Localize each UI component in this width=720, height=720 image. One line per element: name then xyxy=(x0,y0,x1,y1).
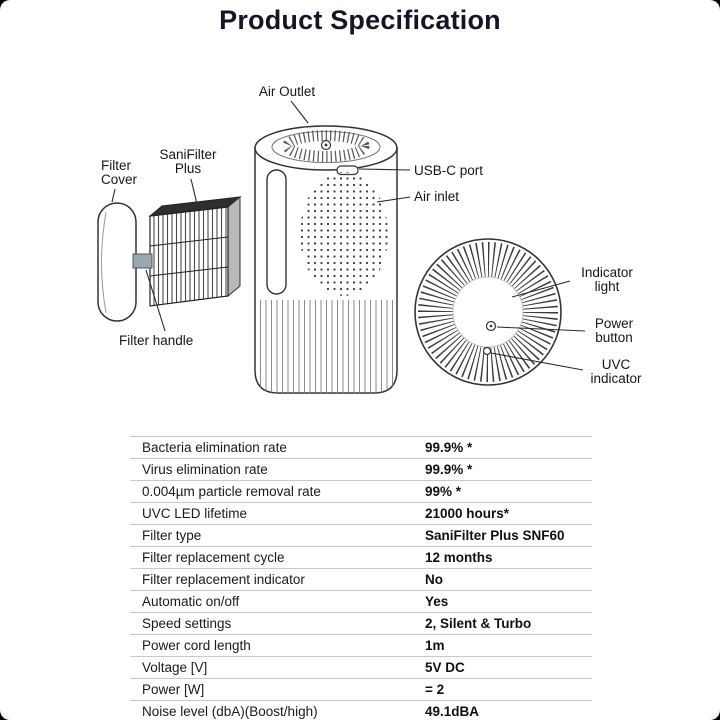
spec-label: 0.004µm particle removal rate xyxy=(142,484,321,499)
spec-value: 1m xyxy=(425,638,445,653)
label-air-outlet: Air Outlet xyxy=(258,84,316,99)
spec-label: Automatic on/off xyxy=(142,594,240,609)
spec-value: 49.1dBA xyxy=(425,704,480,719)
spec-row xyxy=(130,590,592,612)
page-title: Product Specification xyxy=(219,5,501,35)
spec-row xyxy=(130,568,592,590)
label-filter-cover-1: Filter xyxy=(101,158,131,173)
uvc-indicator-shape xyxy=(484,348,491,355)
label-usb-c-port: USB-C port xyxy=(414,163,484,178)
spec-value: SaniFilter Plus SNF60 xyxy=(425,528,565,543)
spec-row xyxy=(130,546,592,568)
spec-table xyxy=(130,436,592,720)
spec-row xyxy=(130,436,592,458)
spec-label: Virus elimination rate xyxy=(142,462,268,477)
spec-row xyxy=(130,612,592,634)
label-filter-handle: Filter handle xyxy=(119,333,194,348)
label-sanifilter-1: SaniFilter xyxy=(159,147,217,162)
label-sanifilter-2: Plus xyxy=(174,161,202,176)
spec-label: Filter replacement cycle xyxy=(142,550,285,565)
filter-handle-shape xyxy=(133,254,152,268)
spec-value: Yes xyxy=(425,594,449,609)
spec-row xyxy=(130,502,592,524)
spec-row xyxy=(130,678,592,700)
filter-cover-illustration xyxy=(98,203,136,321)
spec-row xyxy=(130,458,592,480)
spec-label: Filter type xyxy=(142,528,202,543)
label-power-button-1: Power xyxy=(594,316,634,331)
spec-value: 99.9% * xyxy=(425,440,473,455)
label-air-inlet: Air inlet xyxy=(414,189,460,204)
spec-value: 5V DC xyxy=(425,660,465,675)
spec-value: 2, Silent & Turbo xyxy=(425,616,532,631)
spec-label: UVC LED lifetime xyxy=(142,506,248,521)
spec-value: 99% * xyxy=(425,484,462,499)
label-indicator-light-1: Indicator xyxy=(581,265,633,280)
label-power-button-2: button xyxy=(595,330,633,345)
spec-label: Voltage [V] xyxy=(142,660,208,675)
spec-label: Power cord length xyxy=(142,638,251,653)
spec-value: 99.9% * xyxy=(425,462,473,477)
spec-label: Bacteria elimination rate xyxy=(142,440,287,455)
sanifilter-illustration xyxy=(133,197,240,306)
spec-value: No xyxy=(425,572,443,587)
spec-label: Power [W] xyxy=(142,682,205,697)
device-body-illustration xyxy=(255,126,397,393)
air-inlet-dots xyxy=(300,172,388,296)
top-view-illustration xyxy=(415,239,561,385)
spec-row xyxy=(130,700,592,720)
spec-row xyxy=(130,480,592,502)
label-uvc-indicator-2: indicator xyxy=(590,371,642,386)
label-uvc-indicator-1: UVC xyxy=(601,357,631,372)
spec-label: Noise level (dbA)(Boost/high) xyxy=(142,704,318,719)
spec-label: Speed settings xyxy=(142,616,232,631)
spec-row xyxy=(130,656,592,678)
spec-row xyxy=(130,634,592,656)
spec-row xyxy=(130,524,592,546)
spec-value: 21000 hours* xyxy=(425,506,510,521)
label-indicator-light-2: light xyxy=(594,279,620,294)
spec-label: Filter replacement indicator xyxy=(142,572,305,587)
spec-value: 12 months xyxy=(425,550,493,565)
device-handle-slot xyxy=(267,170,286,294)
spec-value: = 2 xyxy=(425,682,445,697)
label-filter-cover-2: Cover xyxy=(101,172,138,187)
